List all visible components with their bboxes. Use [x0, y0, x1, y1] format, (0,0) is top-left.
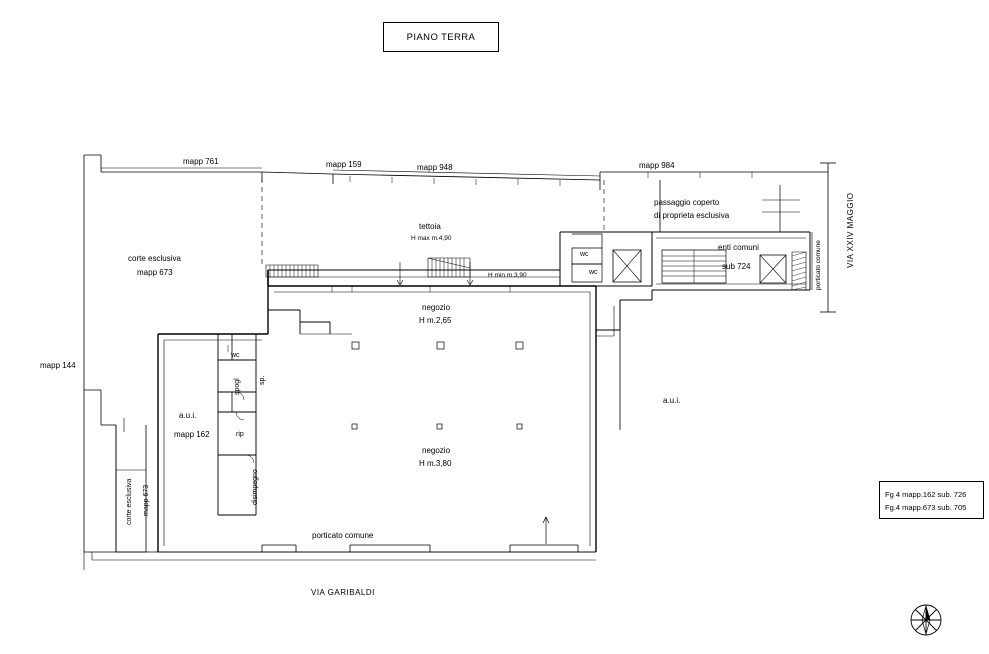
- label-rip: rip: [236, 431, 244, 438]
- label-tettoia-height: H max m.4,90: [411, 235, 452, 242]
- page-title: PIANO TERRA: [406, 31, 476, 43]
- label-passaggio-coperto-line2: di proprieta esclusiva: [654, 211, 730, 220]
- legend-box: [879, 481, 984, 519]
- label-sub-724: sub 724: [722, 262, 751, 271]
- label-mapp-761: mapp 761: [183, 157, 219, 166]
- north-compass-icon: [906, 600, 946, 640]
- label-mapp-984: mapp 984: [639, 161, 675, 170]
- label-corte-esclusiva: corte esclusiva: [128, 254, 181, 263]
- label-via-xxiv-maggio: VIA XXIV MAGGIO: [846, 192, 855, 268]
- label-negozio-2-height: H m.3,80: [419, 459, 452, 468]
- label-wc-left: wc: [231, 352, 240, 359]
- label-mapp-162: mapp 162: [174, 430, 210, 439]
- label-wc-top: wc: [580, 251, 589, 258]
- label-mapp-948: mapp 948: [417, 163, 453, 172]
- label-sp: sp.: [259, 375, 266, 385]
- legend-line-2: Fg.4 mapp.673 sub. 705: [885, 503, 967, 513]
- label-disimpegno: disimpegno: [252, 469, 259, 505]
- label-wc-mid: wc: [589, 269, 598, 276]
- label-aui-right: a.u.i.: [663, 396, 681, 405]
- label-passaggio-coperto-line1: passaggio coperto: [654, 198, 720, 207]
- label-tettoia: tettoia: [419, 222, 441, 231]
- label-mapp-673: mapp 673: [137, 268, 173, 277]
- label-spogl: spogl: [234, 378, 241, 395]
- label-enti-comuni: enti comuni: [718, 243, 759, 252]
- legend-line-1: Fg 4 mapp.162 sub. 726: [885, 490, 967, 499]
- label-h-min: H min m.3,90: [488, 272, 527, 279]
- label-mapp-673-vertical: mapp 673: [143, 484, 150, 516]
- label-porticato-comune: porticato comune: [312, 531, 374, 540]
- label-negozio-1-height: H m.2,65: [419, 316, 452, 325]
- label-mapp-159: mapp 159: [326, 160, 362, 169]
- label-corte-esclusiva-vertical: corte esclusiva: [126, 478, 133, 525]
- label-mapp-144: mapp 144: [40, 361, 76, 370]
- label-negozio-2: negozio: [422, 446, 451, 455]
- label-porticato-comune-vertical: porticato comune: [815, 240, 822, 290]
- label-negozio-1: negozio: [422, 303, 451, 312]
- label-aui-left: a.u.i.: [179, 411, 197, 420]
- label-via-garibaldi: VIA GARIBALDI: [311, 588, 375, 597]
